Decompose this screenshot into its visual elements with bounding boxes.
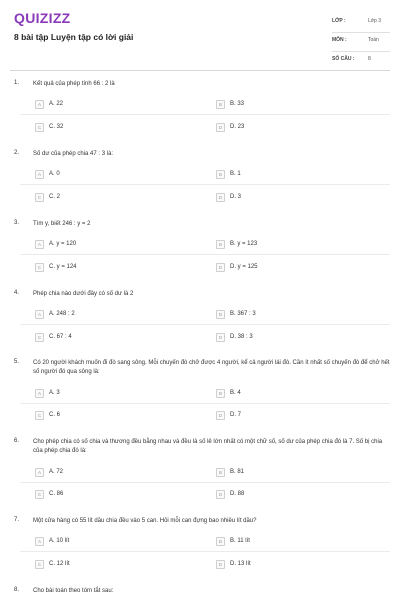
- question-text: Cho bài toán theo tóm tắt sau:: [33, 588, 114, 594]
- option-box: D: [216, 263, 225, 272]
- question-text: Có 20 người khách muốn đi đò sang sông. Mỗi chuyến đò chở được 4 người, kể cả người lái đò. Cần ít nhất số chuyến đò để chở hết số người đó qua sông là:: [33, 360, 390, 375]
- option-text: C. y = 124: [49, 264, 77, 270]
- option-text: B. 11 lít: [230, 538, 250, 544]
- option-text: B. 81: [230, 469, 245, 475]
- option-box: C: [35, 123, 44, 132]
- option-text: B. 4: [230, 390, 241, 396]
- worksheet-meta: [332, 14, 390, 71]
- option-box: B: [216, 537, 225, 546]
- question-text: Kết quả của phép tính 66 : 2 là: [33, 81, 115, 87]
- meta-row-class: [332, 14, 390, 33]
- question-number: 3.: [14, 220, 20, 226]
- option-box: B: [216, 100, 225, 109]
- option-box: A: [35, 537, 44, 546]
- meta-row-subject: [332, 33, 390, 52]
- question-number: 7.: [14, 517, 20, 523]
- option-text: B. 367 : 3: [230, 311, 256, 317]
- option-box: C: [35, 411, 44, 420]
- option-box: C: [35, 193, 44, 202]
- option-text: A. 0: [49, 171, 60, 177]
- option-text: A. 22: [49, 101, 64, 107]
- option-text: A. 72: [49, 469, 64, 475]
- option-text: B. 33: [230, 101, 245, 107]
- option-box: A: [35, 389, 44, 398]
- question-number: 6.: [14, 438, 20, 444]
- option-box: B: [216, 389, 225, 398]
- option-separator: [20, 551, 390, 552]
- option-text: A. y = 120: [49, 241, 77, 247]
- option-text: C. 2: [49, 194, 61, 200]
- option-separator: [20, 254, 390, 255]
- question-text: Số dư của phép chia 47 : 3 là:: [33, 151, 114, 157]
- question-text: Một cửa hàng có 55 lít dầu chia đều vào 5 can. Hỏi mỗi can đựng bao nhiêu lít dầu?: [33, 518, 257, 524]
- option-box: A: [35, 170, 44, 179]
- option-text: B. 1: [230, 171, 241, 177]
- option-text: C. 12 lít: [49, 561, 70, 567]
- question-number: 1.: [14, 80, 20, 86]
- question-number: 4.: [14, 290, 20, 296]
- option-box: D: [216, 123, 225, 132]
- option-text: C. 86: [49, 491, 64, 497]
- option-box: A: [35, 240, 44, 249]
- option-box: D: [216, 490, 225, 499]
- option-separator: [20, 114, 390, 115]
- meta-label: LỚP :: [332, 18, 346, 24]
- option-box: C: [35, 560, 44, 569]
- option-text: D. 3: [230, 194, 242, 200]
- option-text: A. 3: [49, 390, 60, 396]
- meta-row-count: [332, 52, 390, 71]
- option-text: D. 7: [230, 412, 242, 418]
- option-text: D. 13 lít: [230, 561, 251, 567]
- option-box: D: [216, 411, 225, 420]
- option-separator: [20, 403, 390, 404]
- option-text: D. 38 : 3: [230, 334, 253, 340]
- option-box: B: [216, 468, 225, 477]
- question-number: 2.: [14, 150, 20, 156]
- question-number: 5.: [14, 359, 20, 365]
- worksheet-title: 8 bài tập Luyện tập có lời giải: [14, 32, 134, 42]
- question-number: 8.: [14, 587, 20, 593]
- option-text: B. y = 123: [230, 241, 258, 247]
- option-box: B: [216, 310, 225, 319]
- meta-label: MÔN :: [332, 37, 347, 43]
- option-box: C: [35, 263, 44, 272]
- meta-value: Lớp 3: [368, 18, 382, 24]
- option-separator: [20, 482, 390, 483]
- option-text: A. 10 lít: [49, 538, 70, 544]
- meta-value: Toán: [368, 37, 379, 43]
- option-box: B: [216, 240, 225, 249]
- option-separator: [20, 184, 390, 185]
- option-box: C: [35, 490, 44, 499]
- option-box: C: [35, 333, 44, 342]
- question-text: Phép chia nào dưới đây có số dư là 2: [33, 291, 134, 297]
- meta-value: 8: [368, 56, 371, 62]
- option-text: C. 32: [49, 124, 64, 130]
- option-box: A: [35, 310, 44, 319]
- meta-label: SỐ CÂU :: [332, 56, 355, 62]
- quizizz-logo: QUIZIZZ: [14, 10, 71, 26]
- option-text: D. 23: [230, 124, 245, 130]
- option-box: D: [216, 560, 225, 569]
- option-text: D. y = 125: [230, 264, 258, 270]
- question-text: Cho phép chia có số chia và thương đều bằng nhau và đều là số lẻ lớn nhất có một chữ số, số dư của phép chia đó là 7. Số bị chia của phép chia đó là:: [33, 439, 383, 454]
- option-box: A: [35, 468, 44, 477]
- option-separator: [20, 324, 390, 325]
- option-text: C. 6: [49, 412, 61, 418]
- worksheet-header: [0, 0, 400, 72]
- option-text: C. 67 : 4: [49, 334, 72, 340]
- option-box: D: [216, 193, 225, 202]
- option-box: B: [216, 170, 225, 179]
- option-box: D: [216, 333, 225, 342]
- question-text: Tìm y, biết 246 : y = 2: [33, 221, 91, 227]
- header-divider: [10, 70, 390, 71]
- option-text: D. 88: [230, 491, 245, 497]
- option-text: A. 248 : 2: [49, 311, 75, 317]
- option-box: A: [35, 100, 44, 109]
